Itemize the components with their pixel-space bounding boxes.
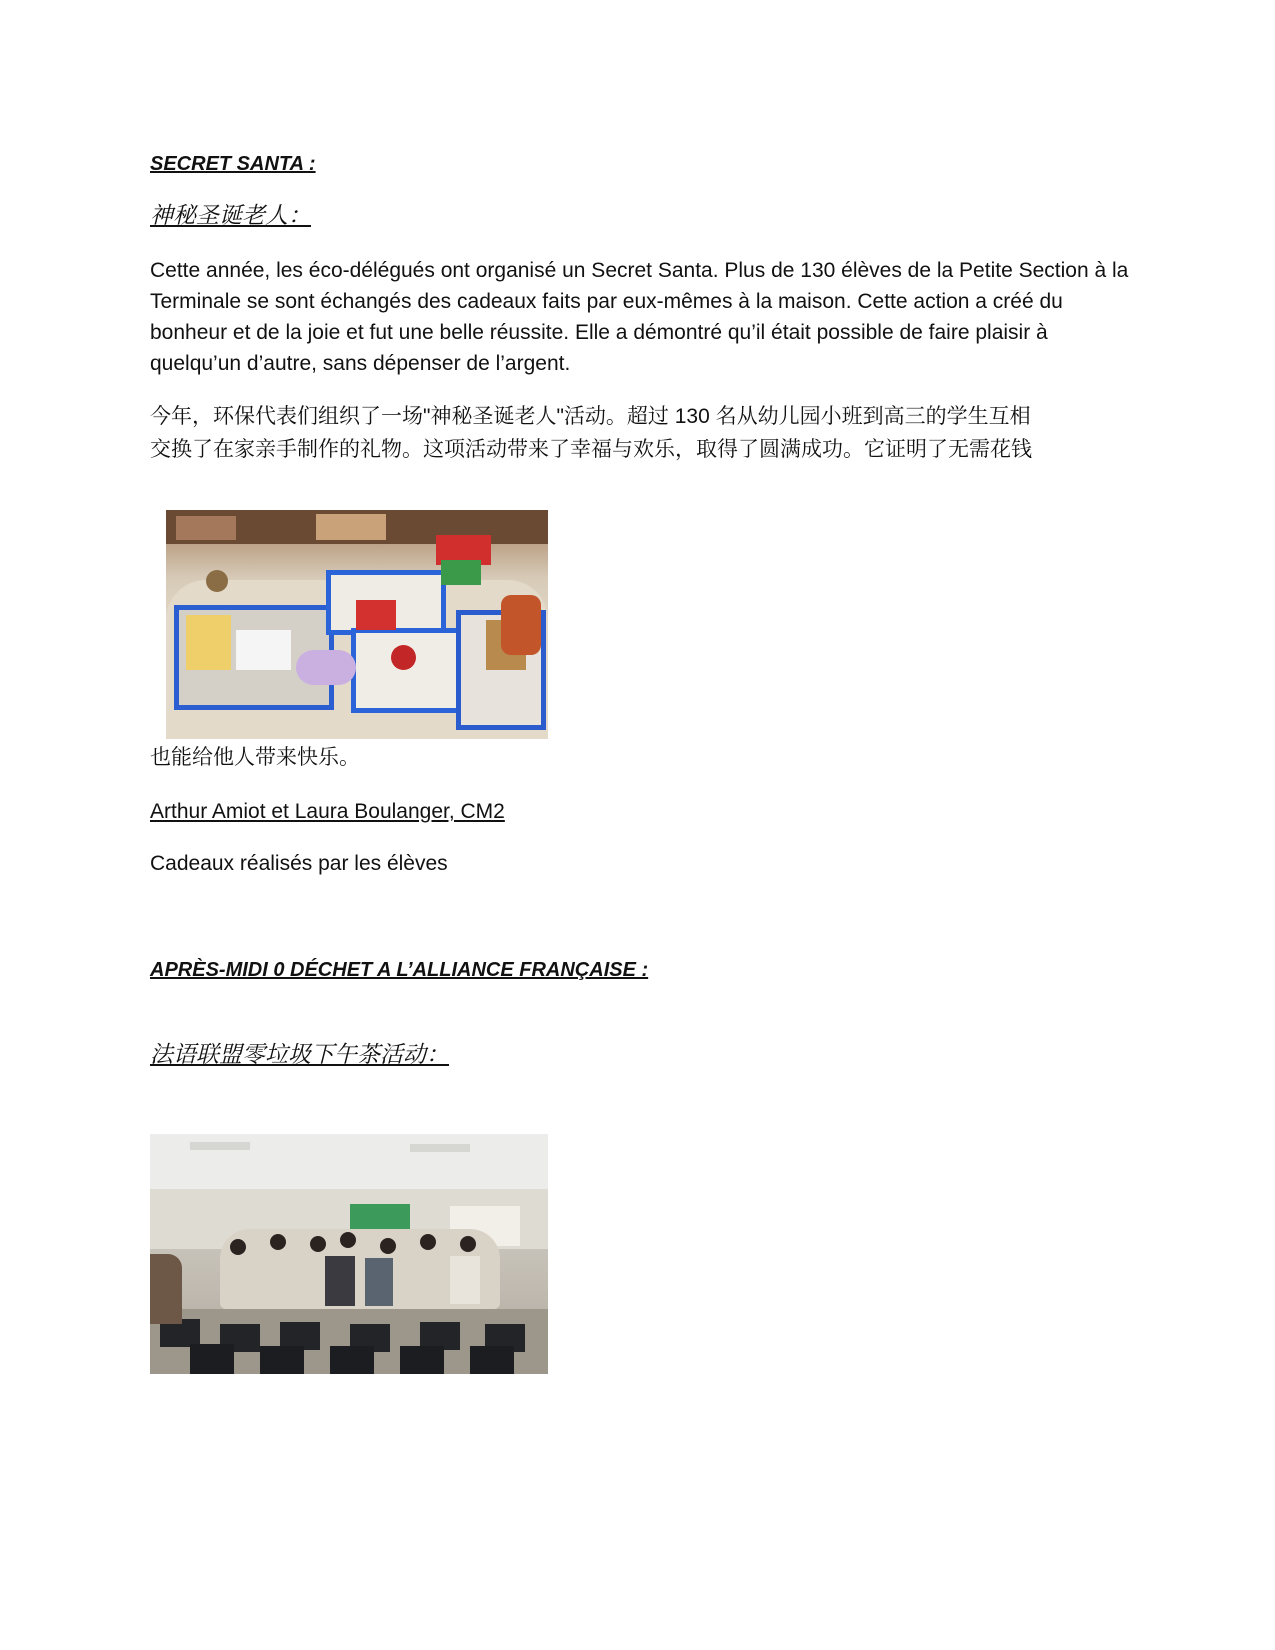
photo-caption: Cadeaux réalisés par les élèves bbox=[150, 852, 448, 875]
paragraph-line: Cette année, les éco-délégués ont organisé un Secret Santa. Plus de 130 élèves de la Petite Section à la bbox=[150, 259, 1129, 282]
section-heading-secret-santa: SECRET SANTA : bbox=[150, 153, 316, 175]
section-heading-zero-waste: APRÈS-MIDI 0 DÉCHET A L’ALLIANCE FRANÇAISE : bbox=[150, 959, 649, 981]
paragraph-cn-line: 交换了在家亲手制作的礼物。这项活动带来了幸福与欢乐，取得了圆满成功。它证明了无需花钱 bbox=[150, 438, 1032, 461]
group-photo bbox=[150, 1134, 548, 1374]
paragraph-cn-line: 今年，环保代表们组织了一场"神秘圣诞老人"活动。超过 130 名从幼儿园小班到高三的学生互相 bbox=[150, 405, 1031, 428]
paragraph-line: quelqu’un d’autre, sans dépenser de l’argent. bbox=[150, 352, 571, 375]
paragraph-line: Terminale se sont échangés des cadeaux faits par eux-mêmes à la maison. Cette action a créé du bbox=[150, 290, 1063, 313]
section-heading-zero-waste-cn: 法语联盟零垃圾下午茶活动： bbox=[150, 1041, 449, 1067]
section-heading-secret-santa-cn: 神秘圣诞老人： bbox=[150, 202, 311, 228]
authors-credit: Arthur Amiot et Laura Boulanger, CM2 bbox=[150, 800, 505, 823]
paragraph-cn-line: 也能给他人带来快乐。 bbox=[150, 746, 360, 769]
paragraph-line: bonheur et de la joie et fut une belle réussite. Elle a démontré qu’il était possible de faire plaisir à bbox=[150, 321, 1048, 344]
gifts-photo bbox=[166, 510, 548, 739]
